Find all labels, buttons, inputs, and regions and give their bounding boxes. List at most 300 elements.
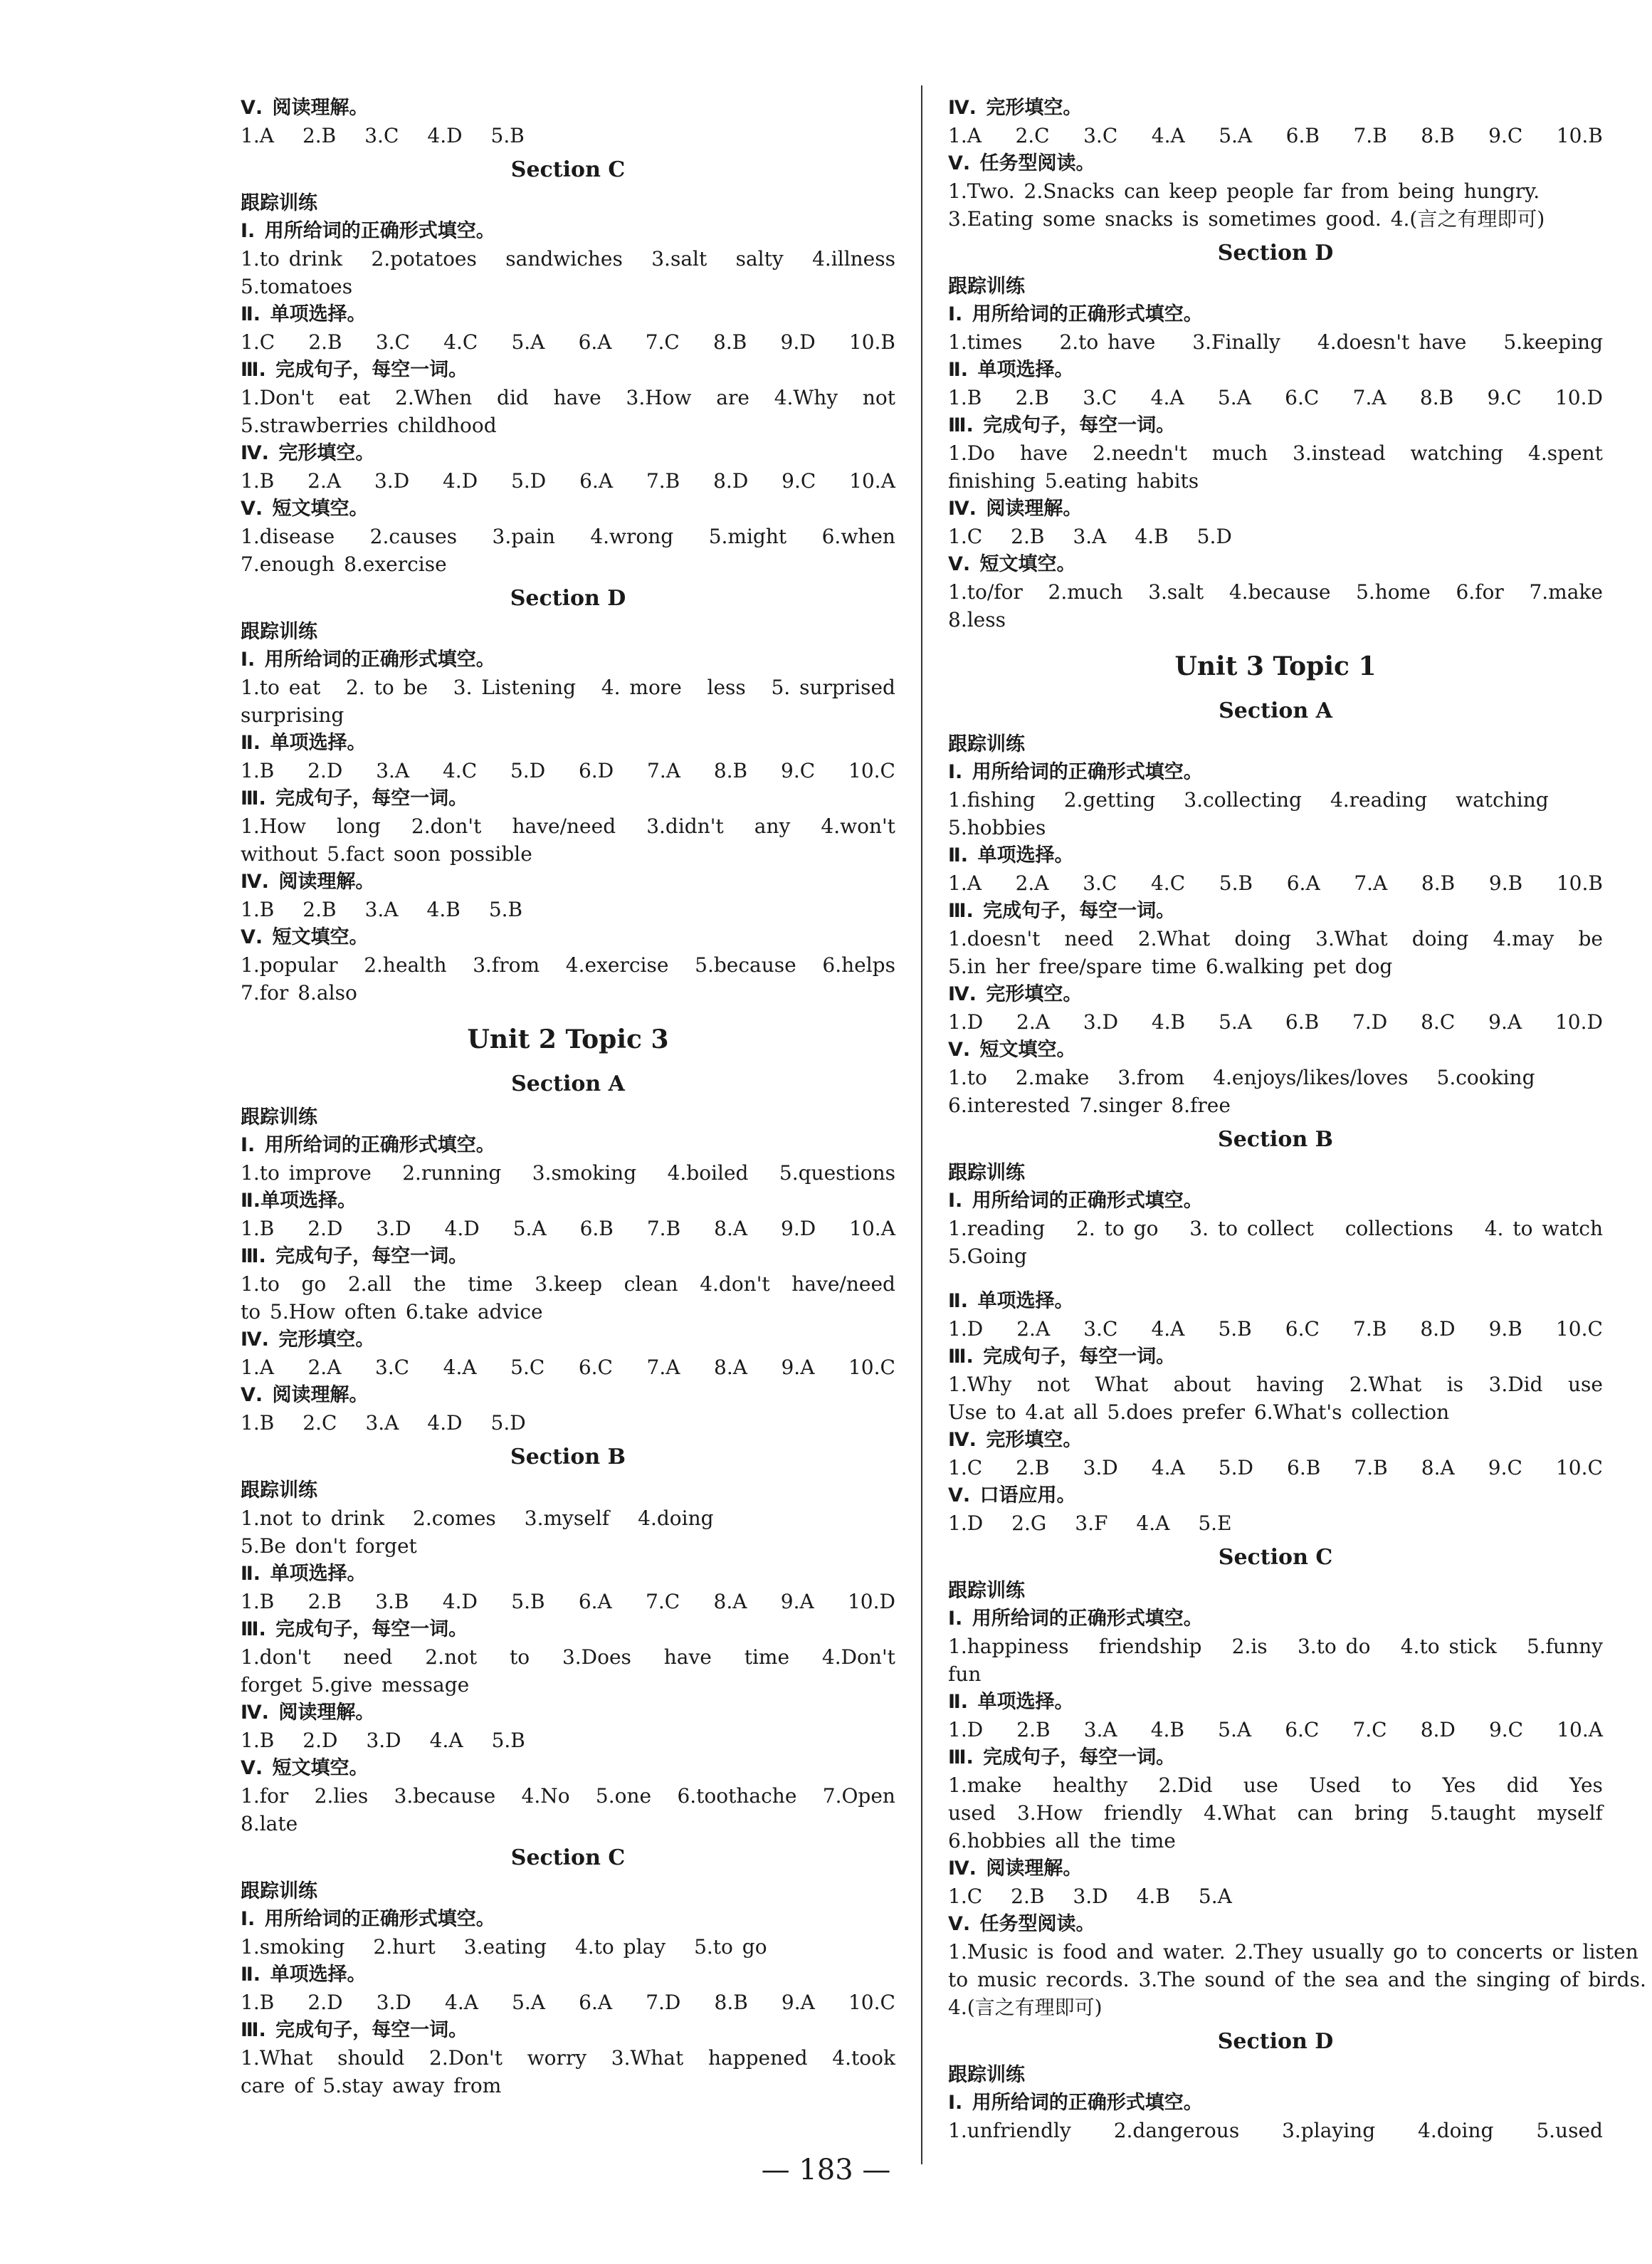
answer-item: 3.C bbox=[1083, 386, 1117, 409]
answer-item: 3. Listening bbox=[453, 676, 577, 699]
exercise-heading: Ⅴ. 任务型阅读。 bbox=[948, 152, 1095, 174]
answer-line bbox=[241, 122, 895, 150]
answer-item: 3.A bbox=[1073, 525, 1107, 548]
answer-item: 5.questions bbox=[779, 1161, 895, 1185]
answer-item: salty bbox=[735, 247, 784, 271]
answer-item: 3.How bbox=[626, 386, 692, 409]
exercise-heading: Ⅳ. 完形填空。 bbox=[241, 1328, 375, 1351]
answer-item: 3.myself bbox=[524, 1506, 610, 1530]
exercise-heading: Ⅱ. 单项选择。 bbox=[241, 1964, 367, 1986]
answer-item: 2.B bbox=[308, 330, 342, 354]
answer-item: 2.don't bbox=[411, 814, 482, 838]
answer-item: 1.B bbox=[241, 1411, 275, 1435]
answer-item: 1.B bbox=[241, 898, 275, 921]
answer-item: 1.B bbox=[241, 1991, 275, 2014]
answer-item: 8.B bbox=[714, 1991, 748, 2014]
answer-item: 6.A bbox=[578, 330, 612, 354]
answer-item: 8.B bbox=[713, 759, 748, 782]
answer-item: 9.A bbox=[1488, 1010, 1522, 1034]
exercise-heading: Ⅰ. 用所给词的正确形式填空。 bbox=[241, 1134, 495, 1156]
answer-text: without 5.fact soon possible bbox=[241, 842, 532, 866]
answer-item: 5.B bbox=[491, 1729, 525, 1752]
answer-item: 2.A bbox=[1016, 1010, 1050, 1034]
answer-item: 1.A bbox=[241, 1356, 274, 1379]
answer-item: watching bbox=[1410, 441, 1504, 465]
answer-line bbox=[948, 578, 1603, 606]
answer-item: 5.A bbox=[1219, 124, 1253, 147]
answer-item: 4.exercise bbox=[565, 953, 669, 977]
answer-item: 5.B bbox=[488, 898, 523, 921]
answer-text: Use to 4.at all 5.does prefer 6.What's collection bbox=[948, 1400, 1450, 1424]
exercise-heading: Ⅴ. 阅读理解。 bbox=[241, 97, 369, 119]
answer-item: 1.to bbox=[241, 1272, 280, 1296]
answer-item: 6.C bbox=[1285, 1317, 1320, 1341]
answer-item: 7.make bbox=[1529, 580, 1603, 604]
answer-item: 3.to do bbox=[1297, 1635, 1371, 1658]
answer-item: 4.D bbox=[427, 124, 463, 147]
answer-item: 2.D bbox=[302, 1729, 338, 1752]
answer-item: 4.D bbox=[444, 1217, 480, 1240]
answer-line bbox=[948, 1771, 1603, 1799]
answer-text: 8.late bbox=[241, 1812, 298, 1835]
answer-item: 4. more bbox=[601, 676, 682, 699]
answer-line bbox=[241, 896, 895, 923]
answer-line bbox=[948, 1215, 1603, 1242]
answer-item: 5.used bbox=[1536, 2119, 1603, 2142]
answer-item: 4.C bbox=[1150, 871, 1186, 895]
answer-item: 2.B bbox=[1015, 386, 1049, 409]
answer-item: 4.A bbox=[1151, 124, 1185, 147]
answer-item: 4.A bbox=[429, 1729, 463, 1752]
answer-item: 5.one bbox=[595, 1784, 652, 1808]
exercise-heading: Ⅴ. 阅读理解。 bbox=[241, 1384, 369, 1406]
answer-item: friendly bbox=[1103, 1801, 1182, 1825]
answer-item: 3.playing bbox=[1282, 2119, 1376, 2142]
answer-line bbox=[948, 925, 1603, 953]
answer-text: forget 5.give message bbox=[241, 1673, 470, 1697]
answer-item: bring bbox=[1354, 1801, 1409, 1825]
answer-item: 3.Did bbox=[1488, 1373, 1543, 1396]
section-title: Section A bbox=[1219, 698, 1332, 723]
answer-item: 3.keep bbox=[535, 1272, 602, 1296]
answer-item: 4.to stick bbox=[1400, 1635, 1497, 1658]
answer-item: 2. to be bbox=[345, 676, 428, 699]
answer-line bbox=[241, 1726, 895, 1754]
answer-line bbox=[948, 328, 1603, 356]
answer-item: 5.A bbox=[1198, 1885, 1232, 1908]
exercise-heading: Ⅴ. 短文填空。 bbox=[241, 1757, 369, 1779]
answer-item: 2.getting bbox=[1063, 788, 1156, 812]
answer-item: 10.B bbox=[1556, 124, 1603, 147]
answer-item: 8.A bbox=[713, 1590, 747, 1613]
answer-item: having bbox=[1256, 1373, 1325, 1396]
exercise-heading: Ⅰ. 用所给词的正确形式填空。 bbox=[948, 761, 1203, 783]
answer-item: used bbox=[948, 1801, 996, 1825]
answer-item: 5.D bbox=[490, 1411, 526, 1435]
answer-item: long bbox=[337, 814, 381, 838]
section-title: Section C bbox=[510, 157, 626, 182]
answer-item: 6.B bbox=[1285, 124, 1320, 147]
answer-item: 2.What bbox=[1137, 927, 1211, 950]
answer-item: 7.B bbox=[646, 469, 680, 493]
exercise-heading: Ⅱ. 单项选择。 bbox=[948, 359, 1074, 381]
answer-item: 1.C bbox=[948, 1456, 983, 1479]
exercise-heading: Ⅰ. 用所给词的正确形式填空。 bbox=[948, 303, 1203, 325]
answer-item: 1.B bbox=[241, 1217, 275, 1240]
answer-item: 1.A bbox=[948, 871, 982, 895]
exercise-heading: Ⅱ. 单项选择。 bbox=[948, 844, 1074, 866]
answer-item: 5.taught bbox=[1430, 1801, 1516, 1825]
answer-item: 2.D bbox=[307, 1217, 343, 1240]
answer-line bbox=[948, 1882, 1603, 1910]
answer-item: 4.doing bbox=[1418, 2119, 1494, 2142]
answer-line bbox=[241, 1159, 895, 1187]
answer-text: 6.hobbies all the time bbox=[948, 1829, 1176, 1852]
answer-item: 4.B bbox=[1151, 1010, 1186, 1034]
answer-text: 7.enough 8.exercise bbox=[241, 552, 447, 576]
answer-item: 4.B bbox=[1150, 1718, 1185, 1741]
exercise-heading: Ⅰ. 用所给词的正确形式填空。 bbox=[948, 2092, 1203, 2114]
answer-item: 1.What bbox=[241, 2046, 313, 2070]
answer-item: 8.B bbox=[1421, 124, 1455, 147]
answer-item: 2.C bbox=[302, 1411, 337, 1435]
answer-item: 4.B bbox=[1135, 525, 1169, 548]
answer-item: 4.What bbox=[1204, 1801, 1276, 1825]
exercise-heading: 跟踪训练 bbox=[948, 1162, 1025, 1184]
answer-line bbox=[948, 1454, 1603, 1482]
answer-item: 7.D bbox=[1352, 1010, 1388, 1034]
answer-item: 3.eating bbox=[463, 1935, 547, 1959]
answer-item: 7.A bbox=[1352, 386, 1387, 409]
answer-item: 2.lies bbox=[314, 1784, 369, 1808]
answer-item: 7.B bbox=[1353, 124, 1387, 147]
answer-item: 1.C bbox=[948, 525, 983, 548]
answer-item: 3.pain bbox=[492, 525, 555, 548]
answer-item: not bbox=[1036, 1373, 1070, 1396]
exercise-heading: Ⅲ. 完成句子，每空一词。 bbox=[948, 414, 1176, 436]
answer-item: 2.A bbox=[307, 1356, 342, 1379]
answer-line bbox=[948, 786, 1603, 814]
answer-item: 3.Finally bbox=[1192, 330, 1280, 354]
exercise-heading: Ⅴ. 任务型阅读。 bbox=[948, 1913, 1095, 1935]
answer-item: 8.A bbox=[1421, 1456, 1455, 1479]
answer-item: 6.A bbox=[1286, 871, 1320, 895]
answer-item: time bbox=[468, 1272, 513, 1296]
answer-item: 1.disease bbox=[241, 525, 335, 548]
answer-item: happened bbox=[707, 2046, 808, 2070]
answer-item: Yes bbox=[1442, 1773, 1476, 1797]
answer-item: can bbox=[1297, 1801, 1333, 1825]
section-title: Section C bbox=[510, 1845, 626, 1870]
answer-item: 9.C bbox=[782, 469, 816, 493]
exercise-heading: Ⅳ. 阅读理解。 bbox=[241, 871, 375, 893]
answer-item: 9.A bbox=[781, 1356, 815, 1379]
answer-item: 3.C bbox=[375, 330, 410, 354]
answer-line bbox=[948, 1371, 1603, 1398]
answer-item: 3.from bbox=[473, 953, 540, 977]
answer-item: 3.D bbox=[376, 1217, 411, 1240]
answer-line bbox=[241, 674, 895, 701]
answer-item: 3.salt bbox=[651, 247, 707, 271]
answer-item: 3.smoking bbox=[532, 1161, 637, 1185]
answer-item: 2.B bbox=[302, 898, 337, 921]
answer-text: 1.Two. 2.Snacks can keep people far from being hungry. bbox=[948, 179, 1540, 203]
answer-item: 2. to go bbox=[1076, 1217, 1159, 1240]
answer-item: 1.Do bbox=[948, 441, 996, 465]
answer-item: 1.to/for bbox=[948, 580, 1023, 604]
unit-title: Unit 2 Topic 3 bbox=[467, 1024, 669, 1054]
answer-item: 6.C bbox=[1285, 386, 1320, 409]
answer-text: 5.Going bbox=[948, 1244, 1027, 1268]
answer-item: 2.make bbox=[1015, 1066, 1090, 1089]
answer-item: 6.D bbox=[579, 759, 614, 782]
answer-item: 7.B bbox=[646, 1217, 681, 1240]
answer-item: 3.What bbox=[611, 2046, 684, 2070]
answer-item: What bbox=[1095, 1373, 1149, 1396]
answer-item: 5.A bbox=[511, 330, 545, 354]
answer-item: 4.reading bbox=[1330, 788, 1428, 812]
answer-line bbox=[948, 1008, 1603, 1036]
answer-item: 4.Don't bbox=[821, 1645, 895, 1669]
answer-item: 7.B bbox=[1353, 1317, 1387, 1341]
answer-item: 4.B bbox=[426, 898, 461, 921]
answer-item: 2.hurt bbox=[373, 1935, 436, 1959]
answer-item: 8.D bbox=[1420, 1718, 1456, 1741]
answer-item: 2.comes bbox=[413, 1506, 496, 1530]
answer-item: 7.C bbox=[1352, 1718, 1387, 1741]
answer-item: 4.C bbox=[443, 330, 478, 354]
answer-item: 3.A bbox=[365, 1411, 399, 1435]
answer-item: not bbox=[862, 386, 895, 409]
answer-text: 8.less bbox=[948, 608, 1006, 631]
answer-item: collections bbox=[1345, 1217, 1453, 1240]
answer-item: 2.health bbox=[364, 953, 447, 977]
answer-line bbox=[241, 328, 895, 356]
answer-item: 2.B bbox=[1011, 525, 1045, 548]
exercise-heading: Ⅲ. 完成句子，每空一词。 bbox=[948, 1746, 1176, 1768]
answer-item: need bbox=[1064, 927, 1114, 950]
exercise-heading: Ⅲ. 完成句子，每空一词。 bbox=[241, 1618, 468, 1640]
answer-item: 6.B bbox=[1285, 1010, 1320, 1034]
answer-item: 3.because bbox=[394, 1784, 496, 1808]
answer-item: 5.might bbox=[708, 525, 787, 548]
answer-item: 1.C bbox=[241, 330, 275, 354]
exercise-heading: Ⅰ. 用所给词的正确形式填空。 bbox=[241, 1908, 495, 1930]
answer-item: have/need bbox=[791, 1272, 895, 1296]
answer-item: 3.How bbox=[1016, 1801, 1083, 1825]
exercise-heading: Ⅳ. 完形填空。 bbox=[948, 1429, 1083, 1451]
answer-item: 6.A bbox=[578, 1590, 612, 1613]
exercise-heading: Ⅴ. 短文填空。 bbox=[241, 498, 369, 520]
answer-item: 2.A bbox=[307, 469, 342, 493]
exercise-heading: Ⅱ. 单项选择。 bbox=[948, 1290, 1074, 1312]
answer-item: 5.cooking bbox=[1436, 1066, 1535, 1089]
answer-item: clean bbox=[624, 1272, 678, 1296]
spacer bbox=[948, 1270, 1603, 1287]
answer-item: 5.D bbox=[510, 759, 546, 782]
exercise-heading: Ⅱ. 单项选择。 bbox=[241, 1563, 367, 1585]
exercise-heading: Ⅲ. 完成句子，每空一词。 bbox=[241, 2019, 468, 2041]
exercise-heading: Ⅴ. 短文填空。 bbox=[241, 926, 369, 948]
answer-item: 2.What bbox=[1349, 1373, 1422, 1396]
exercise-heading: Ⅳ. 完形填空。 bbox=[241, 442, 375, 464]
answer-item: 9.C bbox=[1488, 1718, 1524, 1741]
answer-item: less bbox=[707, 676, 746, 699]
answer-line bbox=[241, 1409, 895, 1437]
answer-item: 7.C bbox=[645, 330, 680, 354]
answer-item: 10.D bbox=[1554, 1010, 1603, 1034]
answer-item: 4.to play bbox=[574, 1935, 666, 1959]
answer-item: 5.keeping bbox=[1503, 330, 1603, 354]
answer-text: fun bbox=[948, 1662, 982, 1686]
answer-item: 4.C bbox=[442, 759, 478, 782]
answer-item: 4.don't bbox=[700, 1272, 770, 1296]
answer-line bbox=[241, 1588, 895, 1615]
answer-item: 4.won't bbox=[821, 814, 895, 838]
answer-line bbox=[241, 1782, 895, 1810]
answer-item: 3.collecting bbox=[1184, 788, 1302, 812]
answer-item: 9.C bbox=[1488, 1456, 1522, 1479]
answer-item: 5.A bbox=[1218, 1718, 1252, 1741]
answer-item: any bbox=[754, 814, 791, 838]
answer-item: have bbox=[553, 386, 601, 409]
answer-item: 1.Why bbox=[948, 1373, 1012, 1396]
answer-item: much bbox=[1211, 441, 1268, 465]
answer-item: 2.A bbox=[1016, 1317, 1051, 1341]
answer-item: to bbox=[509, 1645, 530, 1669]
answer-item: 2.running bbox=[402, 1161, 502, 1185]
answer-item: 1.How bbox=[241, 814, 306, 838]
answer-item: 5.D bbox=[1218, 1456, 1253, 1479]
answer-item: worry bbox=[527, 2046, 587, 2070]
answer-item: 4.took bbox=[832, 2046, 895, 2070]
exercise-heading: Ⅴ. 短文填空。 bbox=[948, 553, 1076, 575]
answer-item: 4.boiled bbox=[667, 1161, 749, 1185]
answer-item: 5.because bbox=[695, 953, 796, 977]
answer-item: 4.doesn't have bbox=[1317, 330, 1467, 354]
answer-line bbox=[948, 384, 1603, 412]
answer-line bbox=[241, 1988, 895, 2016]
answer-item: 9.C bbox=[1487, 386, 1522, 409]
answer-item: 3.D bbox=[1073, 1885, 1108, 1908]
answer-item: 3.A bbox=[1083, 1718, 1117, 1741]
answer-line bbox=[948, 1799, 1603, 1827]
answer-item: 1.A bbox=[241, 124, 274, 147]
answer-line bbox=[241, 467, 895, 495]
answer-item: 1.to bbox=[948, 1066, 987, 1089]
column-divider bbox=[921, 85, 922, 2164]
answer-item: 5.to go bbox=[694, 1935, 767, 1959]
answer-line bbox=[948, 1509, 1603, 1537]
answer-item: 1.fishing bbox=[948, 788, 1036, 812]
answer-line bbox=[241, 951, 895, 979]
answer-item: 4.No bbox=[521, 1784, 570, 1808]
answer-item: 1.B bbox=[948, 386, 982, 409]
answer-line bbox=[241, 1933, 895, 1961]
answer-item: 4.wrong bbox=[590, 525, 674, 548]
answer-item: 5.B bbox=[511, 1590, 545, 1613]
answer-text: surprising bbox=[241, 703, 344, 727]
answer-item: 7.C bbox=[646, 1590, 680, 1613]
answer-item: 6.toothache bbox=[677, 1784, 797, 1808]
section-title: Section D bbox=[1217, 241, 1334, 266]
answer-item: 2.B bbox=[1016, 1718, 1051, 1741]
answer-item: 2.causes bbox=[369, 525, 458, 548]
answer-item: Yes bbox=[1569, 1773, 1603, 1797]
answer-text: 5.tomatoes bbox=[241, 275, 353, 298]
answer-item: 3.F bbox=[1075, 1511, 1108, 1535]
answer-item: 4.enjoys/likes/loves bbox=[1213, 1066, 1409, 1089]
answer-item: 2.B bbox=[302, 124, 337, 147]
answer-item: 2.B bbox=[307, 1590, 342, 1613]
answer-item: 2.is bbox=[1231, 1635, 1268, 1658]
answer-item: 10.D bbox=[1554, 386, 1603, 409]
answer-item: 3.D bbox=[376, 1991, 411, 2014]
answer-item: 10.C bbox=[848, 1356, 895, 1379]
answer-item: have bbox=[663, 1645, 712, 1669]
answer-item: 8.A bbox=[714, 1217, 748, 1240]
answer-item: 10.A bbox=[849, 1217, 895, 1240]
left-column bbox=[241, 94, 895, 2100]
answer-line bbox=[948, 122, 1603, 150]
answer-item: 2.B bbox=[1016, 1456, 1050, 1479]
answer-item: be bbox=[1578, 927, 1603, 950]
answer-item: 4.A bbox=[1151, 1456, 1185, 1479]
answer-item: 1.popular bbox=[241, 953, 338, 977]
answer-line bbox=[948, 1064, 1603, 1091]
answer-item: use bbox=[1243, 1773, 1278, 1797]
answer-item: 4.spent bbox=[1528, 441, 1603, 465]
answer-item: 1.B bbox=[241, 1729, 275, 1752]
exercise-heading: Ⅰ. 用所给词的正确形式填空。 bbox=[948, 1190, 1203, 1212]
answer-item: 2.to have bbox=[1059, 330, 1156, 354]
answer-item: 7.Open bbox=[822, 1784, 895, 1808]
exercise-heading: 跟踪训练 bbox=[241, 621, 317, 643]
answer-item: have/need bbox=[512, 814, 616, 838]
exercise-heading: Ⅳ. 完形填空。 bbox=[948, 983, 1083, 1005]
answer-text: finishing 5.eating habits bbox=[948, 469, 1199, 493]
exercise-heading: Ⅳ. 阅读理解。 bbox=[948, 1857, 1083, 1880]
answer-item: 2.D bbox=[307, 759, 343, 782]
answer-item: sandwiches bbox=[505, 247, 623, 271]
answer-line bbox=[948, 869, 1603, 897]
exercise-heading: 跟踪训练 bbox=[241, 192, 317, 214]
answer-item: the bbox=[413, 1272, 446, 1296]
answer-item: 8.D bbox=[1420, 1317, 1456, 1341]
answer-item: about bbox=[1173, 1373, 1231, 1396]
exercise-heading: Ⅲ. 完成句子，每空一词。 bbox=[241, 1245, 468, 1267]
answer-line bbox=[241, 2044, 895, 2072]
answer-item: 5.B bbox=[1219, 871, 1253, 895]
answer-item: need bbox=[343, 1645, 393, 1669]
answer-item: 6.helps bbox=[822, 953, 895, 977]
answer-text: to 5.How often 6.take advice bbox=[241, 1300, 543, 1324]
exercise-heading: Ⅳ. 阅读理解。 bbox=[948, 498, 1083, 520]
exercise-heading: Ⅲ. 完成句子，每空一词。 bbox=[948, 900, 1176, 922]
answer-item: 5. surprised bbox=[771, 676, 895, 699]
answer-item: myself bbox=[1537, 1801, 1603, 1825]
answer-item: 9.D bbox=[781, 1217, 816, 1240]
answer-item: 2.C bbox=[1015, 124, 1050, 147]
answer-item: 10.C bbox=[1555, 1317, 1603, 1341]
answer-line bbox=[948, 2117, 1603, 2144]
answer-item: 1.D bbox=[948, 1718, 984, 1741]
answer-item: 5.funny bbox=[1526, 1635, 1603, 1658]
section-title: Section C bbox=[1218, 1545, 1333, 1570]
exercise-heading: 跟踪训练 bbox=[948, 1580, 1025, 1602]
answer-item: 9.C bbox=[1488, 124, 1523, 147]
answer-item: 4.A bbox=[1150, 386, 1184, 409]
